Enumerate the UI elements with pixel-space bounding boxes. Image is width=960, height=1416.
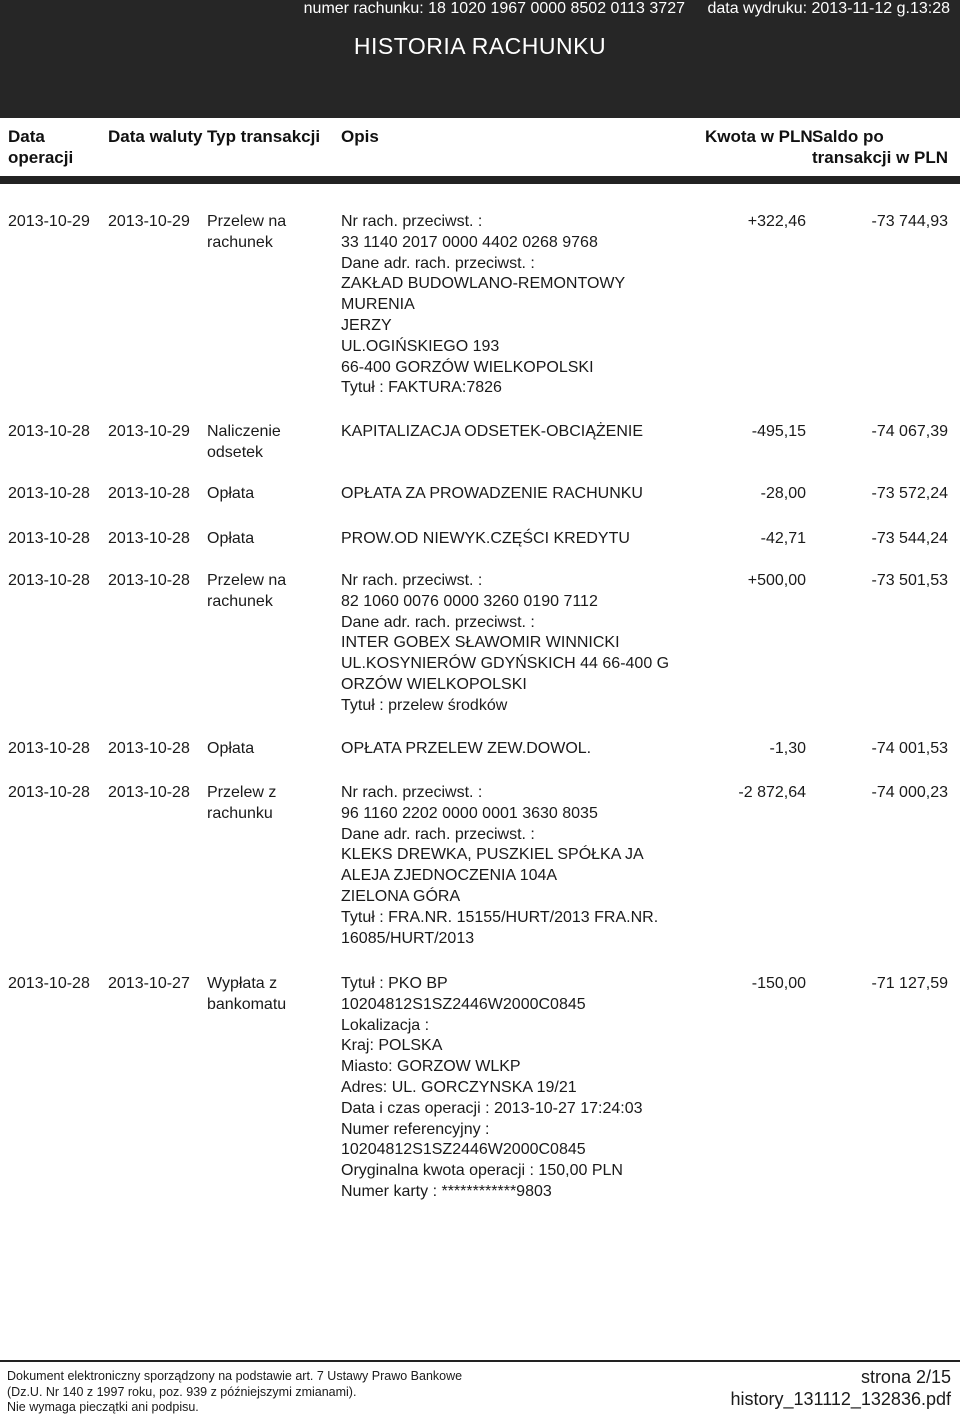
txn-type (207, 739, 327, 760)
txn-amount: +500,00 (747, 572, 806, 589)
txn-description (341, 422, 701, 443)
txn-description-line: Dane adr. rach. przeciwst. : (341, 825, 535, 843)
footer-divider (0, 1360, 960, 1362)
txn-description-line: UL.OGIŃSKIEGO 193 (341, 337, 500, 355)
txn-description-line: 16085/HURT/2013 (341, 929, 475, 947)
txn-description-line: MURENIA (341, 296, 415, 314)
txn-type (207, 484, 327, 505)
txn-amount: -2 872,64 (738, 784, 806, 801)
column-header-date-line1: Data (8, 127, 45, 146)
txn-date: 2013-10-28 (8, 975, 90, 992)
txn-description (341, 783, 701, 949)
txn-description-line: Miasto: GORZOW WLKP (341, 1058, 521, 1076)
header-divider (0, 176, 960, 184)
txn-description (341, 571, 701, 717)
txn-type (207, 783, 327, 825)
column-header-type: Typ transakcji (207, 127, 321, 146)
txn-type-line: rachunek (207, 592, 273, 610)
txn-type (207, 974, 327, 1016)
txn-description (341, 974, 701, 1203)
txn-amount: -28,00 (760, 485, 806, 502)
txn-type-line: rachunku (207, 804, 273, 822)
txn-description (341, 739, 701, 760)
page-title: HISTORIA RACHUNKU (353, 33, 607, 59)
txn-description-line: Adres: UL. GORCZYNSKA 19/21 (341, 1078, 577, 1096)
txn-amount: -42,71 (760, 530, 806, 547)
txn-value-date: 2013-10-27 (108, 975, 190, 992)
txn-balance: -73 744,93 (871, 213, 948, 230)
txn-type (207, 422, 327, 464)
column-header-amount: Kwota w PLN (705, 127, 813, 146)
column-header-balance (812, 126, 948, 168)
file-name: history_131112_132836.pdf (730, 1389, 951, 1409)
txn-description-line: 10204812S1SZ2446W2000C0845 (341, 995, 586, 1013)
txn-description-line: 33 1140 2017 0000 4402 0268 9768 (341, 233, 598, 251)
txn-description-line: 66-400 GORZÓW WIELKOPOLSKI (341, 358, 594, 376)
txn-balance: -73 572,24 (871, 485, 948, 502)
txn-value-date: 2013-10-28 (108, 485, 190, 502)
txn-description-line: ORZÓW WIELKOPOLSKI (341, 675, 527, 693)
txn-description-line: ZAKŁAD BUDOWLANO-REMONTOWY (341, 275, 626, 293)
txn-description (341, 212, 701, 399)
txn-value-date: 2013-10-28 (108, 740, 190, 757)
column-header-date (8, 126, 73, 168)
txn-value-date: 2013-10-29 (108, 423, 190, 440)
txn-type-line: Opłata (207, 740, 255, 757)
txn-description-line: ALEJA ZJEDNOCZENIA 104A (341, 867, 558, 885)
column-header-balance-line1: Saldo po (812, 127, 884, 146)
txn-description-line: KLEKS DREWKA, PUSZKIEL SPÓŁKA JA (341, 846, 644, 864)
txn-balance: -74 000,23 (871, 784, 948, 801)
txn-amount: +322,46 (747, 213, 806, 230)
txn-balance: -74 001,53 (871, 740, 948, 757)
txn-description-line: 82 1060 0076 0000 3260 0190 7112 (341, 592, 598, 610)
txn-type-line: Przelew z (207, 784, 277, 801)
txn-description-line: Tytuł : FRA.NR. 15155/HURT/2013 FRA.NR. (341, 908, 659, 926)
txn-description-line: ZIELONA GÓRA (341, 887, 461, 905)
txn-description-line: UL.KOSYNIERÓW GDYŃSKICH 44 66-400 G (341, 655, 670, 673)
page-header (0, 0, 960, 118)
txn-type (207, 212, 327, 254)
txn-description-line: Dane adr. rach. przeciwst. : (341, 613, 535, 631)
txn-description-line: JERZY (341, 316, 392, 334)
txn-date: 2013-10-28 (8, 423, 90, 440)
txn-date: 2013-10-28 (8, 485, 90, 502)
txn-type-line: Naliczenie (207, 423, 281, 440)
txn-description-line: PROW.OD NIEWYK.CZĘŚCI KREDYTU (341, 530, 630, 547)
txn-description-line: Tytuł : przelew środków (341, 696, 508, 714)
txn-type-line: Opłata (207, 485, 255, 502)
page-footer (0, 1360, 960, 1416)
legal-note-line: Nie wymaga pieczątki ani podpisu. (7, 1400, 199, 1414)
txn-balance: -71 127,59 (871, 975, 948, 992)
txn-type (207, 571, 327, 613)
txn-amount: -495,15 (751, 423, 806, 440)
txn-description (341, 529, 701, 550)
column-header-date-line2: operacji (8, 148, 74, 167)
txn-value-date: 2013-10-28 (108, 530, 190, 547)
column-header-value-date: Data waluty (108, 127, 203, 146)
legal-note (7, 1369, 462, 1416)
page-info (730, 1366, 951, 1410)
txn-date: 2013-10-28 (8, 530, 90, 547)
txn-description-line: INTER GOBEX SŁAWOMIR WINNICKI (341, 634, 620, 652)
txn-date: 2013-10-29 (8, 213, 90, 230)
txn-description-line: Oryginalna kwota operacji : 150,00 PLN (341, 1162, 623, 1180)
txn-description-line: KAPITALIZACJA ODSETEK-OBCIĄŻENIE (341, 423, 643, 440)
txn-type-line: Opłata (207, 530, 255, 547)
txn-date: 2013-10-28 (8, 572, 90, 589)
txn-type-line: Wypłata z (207, 975, 278, 992)
print-date: data wydruku: 2013-11-12 g.13:28 (707, 0, 950, 17)
txn-date: 2013-10-28 (8, 740, 90, 757)
txn-type-line: rachunek (207, 233, 273, 251)
txn-value-date: 2013-10-29 (108, 213, 190, 230)
column-header-description: Opis (341, 127, 379, 146)
txn-value-date: 2013-10-28 (108, 784, 190, 801)
txn-balance: -74 067,39 (871, 423, 948, 440)
txn-description-line: Lokalizacja : (341, 1016, 430, 1034)
txn-description-line: Tytuł : FAKTURA:7826 (341, 379, 502, 397)
txn-date: 2013-10-28 (8, 784, 90, 801)
txn-description-line: Nr rach. przeciwst. : (341, 572, 483, 589)
txn-balance: -73 544,24 (871, 530, 948, 547)
txn-description-line: OPŁATA ZA PROWADZENIE RACHUNKU (341, 485, 643, 502)
txn-description-line: Data i czas operacji : 2013-10-27 17:24:03 (341, 1099, 643, 1117)
account-number: numer rachunku: 18 1020 1967 0000 8502 0113 3727 (303, 0, 685, 17)
txn-description-line: Dane adr. rach. przeciwst. : (341, 254, 535, 272)
txn-description (341, 484, 701, 505)
legal-note-line: (Dz.U. Nr 140 z 1997 roku, poz. 939 z późniejszymi zmianami). (7, 1384, 357, 1399)
page-number: strona 2/15 (860, 1367, 951, 1387)
txn-description-line: OPŁATA PRZELEW ZEW.DOWOL. (341, 740, 592, 757)
txn-description-line: Tytuł : PKO BP (341, 975, 448, 992)
column-header-balance-line2: transakcji w PLN (812, 148, 949, 167)
txn-type (207, 529, 327, 550)
txn-type-line: Przelew na (207, 572, 287, 589)
txn-value-date: 2013-10-28 (108, 572, 190, 589)
txn-description-line: Numer referencyjny : (341, 1120, 490, 1138)
txn-amount: -1,30 (769, 740, 806, 757)
txn-type-line: bankomatu (207, 995, 287, 1013)
txn-balance: -73 501,53 (871, 572, 948, 589)
txn-description-line: Nr rach. przeciwst. : (341, 784, 483, 801)
txn-description-line: 10204812S1SZ2446W2000C0845 (341, 1141, 586, 1159)
txn-description-line: Nr rach. przeciwst. : (341, 213, 483, 230)
header-meta (286, 0, 950, 18)
txn-amount: -150,00 (751, 975, 806, 992)
txn-type-line: Przelew na (207, 213, 287, 230)
legal-note-line: Dokument elektroniczny sporządzony na podstawie art. 7 Ustawy Prawo Bankowe (7, 1369, 463, 1383)
txn-description-line: Kraj: POLSKA (341, 1037, 443, 1055)
txn-description-line: 96 1160 2202 0000 0001 3630 8035 (341, 804, 598, 822)
txn-description-line: Numer karty : ************9803 (341, 1182, 552, 1200)
txn-type-line: odsetek (207, 443, 264, 461)
